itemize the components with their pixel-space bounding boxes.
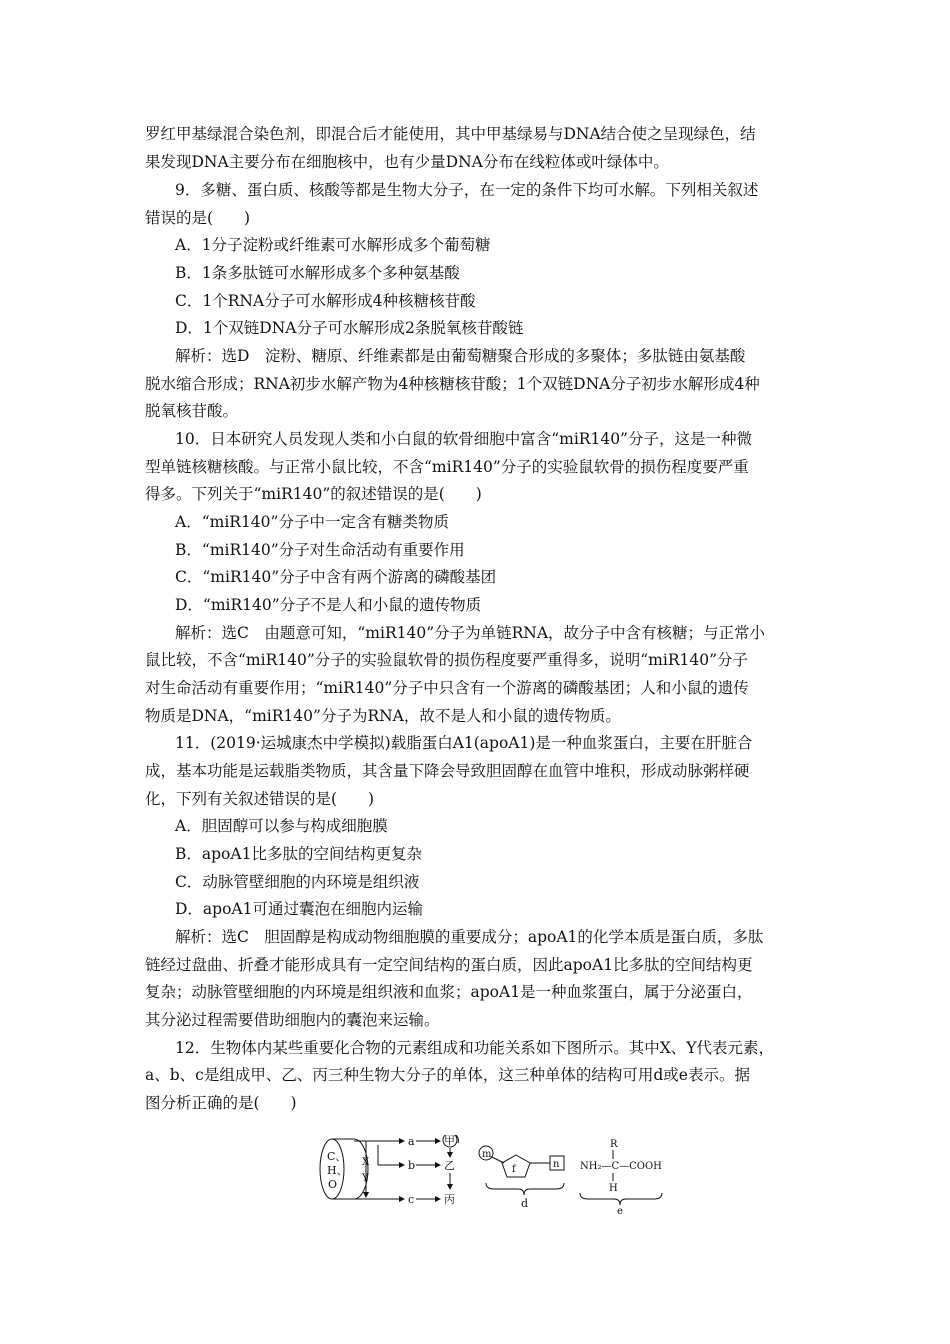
text-line: 果发现DNA主要分布在细胞核中，也有少量DNA分布在线粒体或叶绿体中。 bbox=[145, 153, 669, 171]
e-h: H bbox=[609, 1183, 618, 1194]
part-f: f bbox=[512, 1164, 516, 1175]
question-12-stem: 12．生物体内某些重要化合物的元素组成和功能关系如下图所示。其中X、Y代表元素， bbox=[175, 1039, 774, 1057]
element-o: O bbox=[328, 1178, 338, 1191]
label-e: e bbox=[617, 1206, 623, 1215]
q11-option-a: A．胆固醇可以参与构成细胞膜 bbox=[175, 817, 388, 835]
monomer-c: c bbox=[408, 1193, 415, 1206]
monomer-a: a bbox=[408, 1135, 415, 1148]
text-line: 错误的是( ) bbox=[145, 209, 251, 227]
text-line: 成，基本功能是运载脂类物质，其含量下降会导致胆固醇在血管中堆积，形成动脉粥样硬 bbox=[145, 762, 750, 780]
polymer-jia: 甲 bbox=[444, 1135, 455, 1147]
q9-option-c: C．1个RNA分子可水解形成4种核糖核苷酸 bbox=[175, 292, 476, 310]
element-c: C、 bbox=[327, 1150, 347, 1163]
question-9-stem: 9．多糖、蛋白质、核酸等都是生物大分子，在一定的条件下均可水解。下列相关叙述 bbox=[175, 181, 759, 199]
q10-option-c: C．“miR140”分子中含有两个游离的磷酸基团 bbox=[175, 568, 497, 586]
question-11-stem: 11．(2019·运城康杰中学模拟)载脂蛋白A1(apoA1)是一种血浆蛋白，主要在肝脏合 bbox=[175, 734, 753, 752]
q11-option-b: B．apoA1比多肽的空间结构更复杂 bbox=[175, 845, 422, 863]
q11-option-d: D．apoA1可通过囊泡在细胞内运输 bbox=[175, 900, 423, 918]
text-line: 脱水缩合形成；RNA初步水解产物为4种核糖核苷酸；1个双链DNA分子初步水解形成4种 bbox=[145, 375, 760, 393]
q9-option-d: D．1个双链DNA分子可水解形成2条脱氧核苷酸链 bbox=[175, 319, 524, 337]
text-line: 图分析正确的是( ) bbox=[145, 1094, 297, 1112]
q9-option-b: B．1条多肽链可水解形成多个多种氨基酸 bbox=[175, 264, 460, 282]
text-line: 物质是DNA，“miR140”分子为RNA，故不是人和小鼠的遗传物质。 bbox=[145, 707, 621, 725]
text-line: 对生命活动有重要作用；“miR140”分子中只含有一个游离的磷酸基团；人和小鼠的遗传 bbox=[145, 679, 749, 697]
text-line: 复杂；动脉管壁细胞的内环境是组织液和血浆；apoA1是一种血浆蛋白，属于分泌蛋白， bbox=[145, 983, 753, 1001]
q10-option-b: B．“miR140”分子对生命活动有重要作用 bbox=[175, 541, 465, 559]
polymer-yi: 乙 bbox=[444, 1159, 455, 1172]
q9-analysis: 解析：选D 淀粉、糖原、纤维素都是由葡萄糖聚合形成的多聚体；多肽链由氨基酸 bbox=[175, 347, 746, 365]
text-line: a、b、c是组成甲、乙、丙三种生物大分子的单体，这三种单体的结构可用d或e表示。据 bbox=[145, 1066, 750, 1084]
text-line: 型单链核糖核酸。与正常小鼠比较，不含“miR140”分子的实验鼠软骨的损伤程度要严重 bbox=[145, 458, 749, 476]
label-d: d bbox=[521, 1197, 529, 1210]
element-h: H、 bbox=[327, 1164, 348, 1177]
monomer-b: b bbox=[408, 1159, 416, 1172]
text-line: 鼠比较，不含“miR140”分子的实验鼠软骨的损伤程度要严重得多，说明“miR140”分子 bbox=[145, 651, 749, 669]
label-y: Y bbox=[362, 1173, 369, 1184]
question-12-figure bbox=[318, 1135, 678, 1215]
question-10-stem: 10．日本研究人员发现人类和小白鼠的软骨细胞中富含“miR140”分子，这是一种微 bbox=[175, 430, 752, 448]
part-m: m bbox=[482, 1149, 492, 1160]
e-backbone: NH₂—C—COOH bbox=[580, 1161, 662, 1172]
q10-analysis: 解析：选C 由题意可知，“miR140”分子为单链RNA，故分子中含有核糖；与正常小 bbox=[175, 624, 766, 642]
q10-option-a: A．“miR140”分子中一定含有糖类物质 bbox=[175, 513, 449, 531]
text-line: 脱氧核苷酸。 bbox=[145, 402, 239, 420]
text-line: 罗红甲基绿混合染色剂，即混合后才能使用，其中甲基绿易与DNA结合使之呈现绿色，结 bbox=[145, 125, 756, 143]
text-line: 其分泌过程需要借助细胞内的囊泡来运输。 bbox=[145, 1011, 440, 1029]
nucleotide-structure-d bbox=[479, 1146, 564, 1210]
text-line: 得多。下列关于“miR140”的叙述错误的是( ) bbox=[145, 485, 482, 503]
polymer-bing: 丙 bbox=[444, 1193, 455, 1206]
text-line: 化，下列有关叙述错误的是( ) bbox=[145, 790, 375, 808]
element-cylinder bbox=[320, 1139, 368, 1199]
q9-option-a: A．1分子淀粉或纤维素可水解形成多个葡萄糖 bbox=[175, 236, 491, 254]
e-r-group: R bbox=[610, 1139, 618, 1150]
label-x: X bbox=[362, 1157, 370, 1168]
q10-option-d: D．“miR140”分子不是人和小鼠的遗传物质 bbox=[175, 596, 482, 614]
q11-option-c: C．动脉管壁细胞的内环境是组织液 bbox=[175, 873, 420, 891]
q11-analysis: 解析：选C 胆固醇是构成动物细胞膜的重要成分；apoA1的化学本质是蛋白质，多肽 bbox=[175, 928, 764, 946]
text-line: 链经过盘曲、折叠才能形成具有一定空间结构的蛋白质，因此apoA1比多肽的空间结构更 bbox=[145, 956, 753, 974]
part-n: n bbox=[553, 1159, 560, 1170]
amino-acid-structure-e bbox=[580, 1139, 662, 1215]
